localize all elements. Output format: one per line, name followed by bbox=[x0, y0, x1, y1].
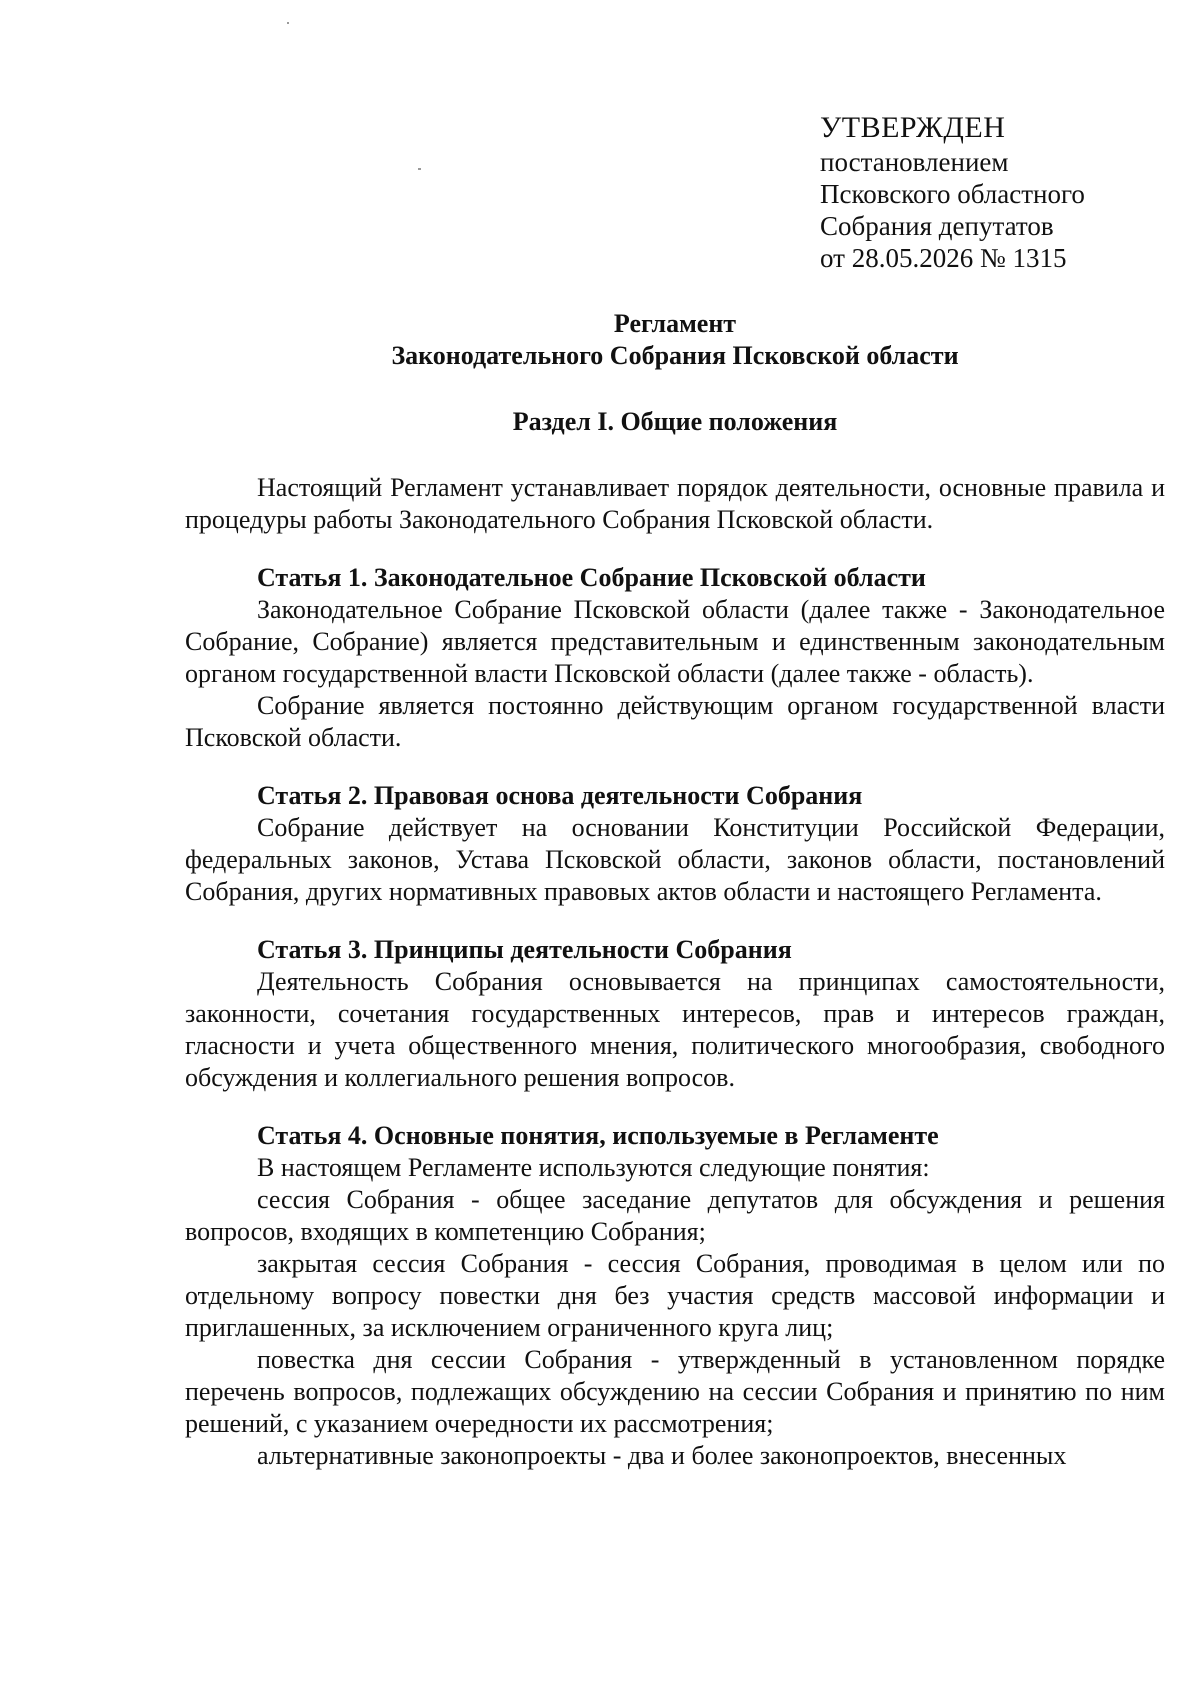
article-paragraph: альтернативные законопроекты - два и более законопроектов, внесенных bbox=[257, 1441, 1067, 1470]
article-title: Статья 2. Правовая основа деятельности Собрания bbox=[257, 781, 863, 810]
intro-paragraph: Настоящий Регламент устанавливает порядок деятельности, основные правила и процедуры работы Законодательного Собрания Псковской области. bbox=[185, 473, 1165, 534]
document-title: Регламент bbox=[613, 309, 737, 338]
article-paragraph: повестка дня сессии Собрания - утвержденный в установленном порядке перечень вопросов, подлежащих обсуждению на сессии Собрания и принятию по ним решений, с указанием очередности их рассмотрения; bbox=[185, 1345, 1165, 1438]
section-title: Раздел I. Общие положения bbox=[512, 407, 838, 436]
article-paragraph: Собрание действует на основании Конституции Российской Федерации, федеральных законов, Устава Псковской области, законов области, постановлений Собрания, других нормативных правовых актов области и настоящего Регламента. bbox=[185, 813, 1165, 906]
approval-line: Псковского областного bbox=[820, 179, 1085, 209]
article-paragraph: В настоящем Регламенте используются следующие понятия: bbox=[257, 1153, 930, 1182]
article-paragraph: Собрание является постоянно действующим органом государственной власти Псковской области. bbox=[185, 691, 1165, 752]
article-paragraph: Законодательное Собрание Псковской области (далее также - Законодательное Собрание, Собрание) является представительным и единственным законодательным органом государственной власти Псковской области (далее также - область). bbox=[185, 595, 1165, 688]
document-subtitle: Законодательного Собрания Псковской области bbox=[391, 341, 959, 370]
article-title: Статья 1. Законодательное Собрание Псковской области bbox=[257, 563, 926, 592]
approval-date: от 28.05.2026 № 1315 bbox=[820, 243, 1067, 273]
approval-heading: УТВЕРЖДЕН bbox=[820, 111, 1006, 144]
article-title: Статья 3. Принципы деятельности Собрания bbox=[257, 935, 792, 964]
approval-line: Собрания депутатов bbox=[820, 211, 1054, 241]
article-paragraph: Деятельность Собрания основывается на принципах самостоятельности, законности, сочетания государственных интересов, прав и интересов граждан, гласности и учета общественного мнения, политического многообразия, свободного обсуждения и коллегиального решения вопросов. bbox=[185, 967, 1165, 1092]
article-paragraph: сессия Собрания - общее заседание депутатов для обсуждения и решения вопросов, входящих в компетенцию Собрания; bbox=[185, 1185, 1165, 1246]
article-title: Статья 4. Основные понятия, используемые в Регламенте bbox=[257, 1121, 939, 1150]
scan-speck bbox=[287, 22, 289, 24]
approval-line: постановлением bbox=[820, 147, 1009, 177]
article-paragraph: закрытая сессия Собрания - сессия Собрания, проводимая в целом или по отдельному вопросу повестки дня без участия средств массовой информации и приглашенных, за исключением ограниченного круга лиц; bbox=[185, 1249, 1165, 1342]
document-body bbox=[185, 308, 1165, 1472]
scan-speck bbox=[418, 168, 421, 170]
approval-block bbox=[820, 110, 1150, 274]
